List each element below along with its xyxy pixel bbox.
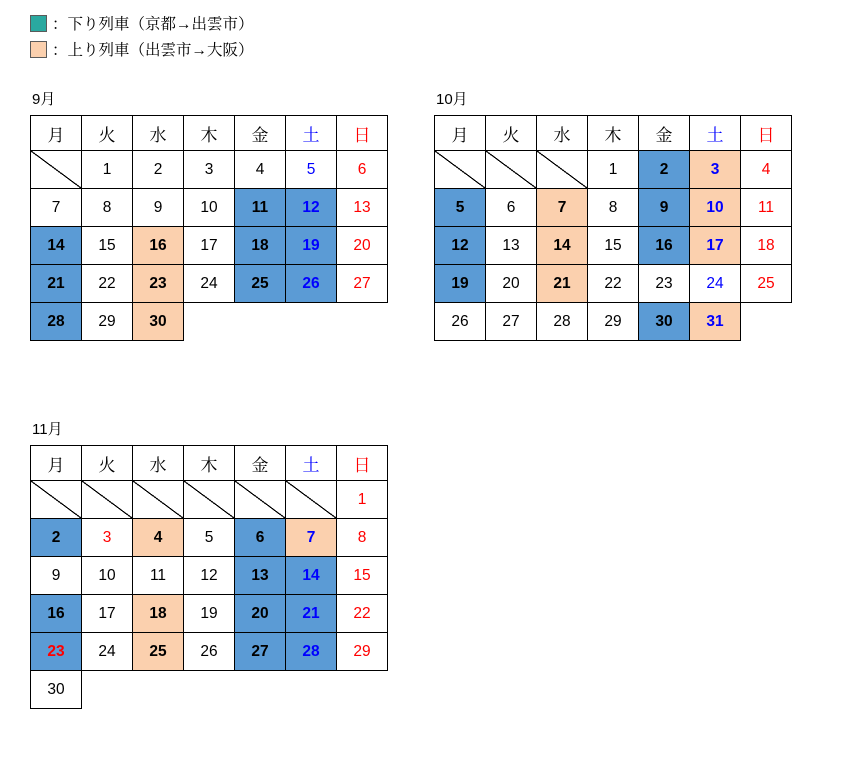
weekday-header-cell: 土: [286, 446, 337, 481]
legend-label-up: ：上り列車（出雲市→大阪）: [52, 42, 254, 59]
calendar-day-cell[interactable]: 17: [184, 227, 235, 265]
calendar-day-cell[interactable]: 16: [639, 227, 690, 265]
calendar-blank-cell: [286, 671, 337, 709]
calendar-week-row: [31, 189, 388, 227]
calendar-day-cell[interactable]: 19: [435, 265, 486, 303]
calendar-day-cell[interactable]: 8: [588, 189, 639, 227]
calendar-day-cell[interactable]: 13: [235, 557, 286, 595]
calendar-empty-cell: [286, 481, 337, 519]
calendar-day-cell[interactable]: 16: [31, 595, 82, 633]
weekday-header-cell: 木: [184, 116, 235, 151]
calendar-day-cell[interactable]: 21: [31, 265, 82, 303]
weekday-header-cell: 日: [337, 446, 388, 481]
calendar-empty-cell: [82, 481, 133, 519]
calendar-day-cell[interactable]: 25: [133, 633, 184, 671]
calendar-day-cell[interactable]: 29: [588, 303, 639, 341]
calendar-week-row: [435, 265, 792, 303]
calendar-empty-cell: [235, 481, 286, 519]
calendar-table-september: [30, 115, 388, 341]
calendar-day-cell[interactable]: 23: [31, 633, 82, 671]
calendar-day-cell[interactable]: 1: [82, 151, 133, 189]
weekday-header-cell: 木: [184, 446, 235, 481]
calendar-title-november: 11月: [32, 421, 63, 438]
calendar-day-cell[interactable]: 31: [690, 303, 741, 341]
weekday-header-row: [31, 116, 388, 151]
square-swatch-icon-up: [30, 41, 47, 58]
calendar-day-cell[interactable]: 11: [235, 189, 286, 227]
calendar-october: [434, 88, 792, 341]
calendar-day-cell[interactable]: 14: [286, 557, 337, 595]
calendar-blank-cell: [184, 671, 235, 709]
calendar-table-october: [434, 115, 792, 341]
calendar-day-cell[interactable]: 10: [184, 189, 235, 227]
calendar-week-row: [31, 481, 388, 519]
calendar-week-row: [435, 227, 792, 265]
weekday-header-cell: 月: [31, 116, 82, 151]
calendar-day-cell[interactable]: 21: [286, 595, 337, 633]
weekday-header-cell: 火: [82, 446, 133, 481]
weekday-header-cell: 水: [133, 116, 184, 151]
calendar-day-cell[interactable]: 22: [82, 265, 133, 303]
calendar-day-cell[interactable]: 30: [133, 303, 184, 341]
weekday-header-cell: 火: [82, 116, 133, 151]
calendar-week-row: [31, 557, 388, 595]
calendar-title-october: 10月: [436, 91, 468, 108]
calendar-empty-cell: [133, 481, 184, 519]
calendar-day-cell[interactable]: 14: [537, 227, 588, 265]
calendar-day-cell[interactable]: 24: [82, 633, 133, 671]
calendar-day-cell[interactable]: 12: [286, 189, 337, 227]
calendar-day-cell[interactable]: 6: [486, 189, 537, 227]
calendar-day-cell[interactable]: 24: [184, 265, 235, 303]
calendar-day-cell[interactable]: 2: [639, 151, 690, 189]
calendar-day-cell[interactable]: 17: [82, 595, 133, 633]
legend-label-down: ：下り列車（京都→出雲市）: [52, 16, 254, 33]
calendar-day-cell[interactable]: 2: [31, 519, 82, 557]
calendar-blank-cell: [133, 671, 184, 709]
calendar-day-cell[interactable]: 26: [286, 265, 337, 303]
calendar-week-row: [435, 151, 792, 189]
calendar-day-cell[interactable]: 30: [31, 671, 82, 709]
legend-item-up: [30, 36, 254, 62]
calendar-empty-cell: [31, 481, 82, 519]
calendar-empty-cell: [537, 151, 588, 189]
calendar-day-cell[interactable]: 7: [537, 189, 588, 227]
calendar-day-cell[interactable]: 9: [133, 189, 184, 227]
calendar-week-row: [31, 303, 388, 341]
calendar-day-cell[interactable]: 20: [235, 595, 286, 633]
calendar-empty-cell: [435, 151, 486, 189]
calendar-day-cell[interactable]: 25: [235, 265, 286, 303]
calendar-week-row: [31, 227, 388, 265]
calendar-table-november: [30, 445, 388, 709]
calendar-day-cell[interactable]: 14: [31, 227, 82, 265]
calendar-day-cell[interactable]: 20: [486, 265, 537, 303]
calendar-day-cell[interactable]: 21: [537, 265, 588, 303]
calendar-day-cell[interactable]: 15: [82, 227, 133, 265]
calendar-day-cell[interactable]: 7: [286, 519, 337, 557]
calendar-day-cell[interactable]: 1: [588, 151, 639, 189]
weekday-header-cell: 火: [486, 116, 537, 151]
calendar-day-cell[interactable]: 11: [741, 189, 792, 227]
calendar-day-cell[interactable]: 17: [690, 227, 741, 265]
calendar-september: [30, 88, 388, 341]
calendar-day-cell[interactable]: 28: [31, 303, 82, 341]
calendar-week-row: [31, 151, 388, 189]
calendar-day-cell[interactable]: 8: [337, 519, 388, 557]
calendar-day-cell[interactable]: 1: [337, 481, 388, 519]
calendar-blank-cell: [337, 671, 388, 709]
calendar-day-cell[interactable]: 27: [337, 265, 388, 303]
calendar-day-cell[interactable]: 5: [435, 189, 486, 227]
calendar-day-cell[interactable]: 23: [639, 265, 690, 303]
weekday-header-cell: 日: [741, 116, 792, 151]
calendar-day-cell[interactable]: 25: [741, 265, 792, 303]
calendar-day-cell[interactable]: 10: [690, 189, 741, 227]
calendar-week-row: [31, 671, 388, 709]
calendar-blank-cell: [82, 671, 133, 709]
calendar-day-cell[interactable]: 4: [235, 151, 286, 189]
weekday-header-cell: 金: [235, 116, 286, 151]
calendar-empty-cell: [184, 481, 235, 519]
calendar-day-cell[interactable]: 5: [184, 519, 235, 557]
weekday-header-cell: 水: [537, 116, 588, 151]
calendar-day-cell[interactable]: 11: [133, 557, 184, 595]
calendar-day-cell[interactable]: 26: [184, 633, 235, 671]
calendar-day-cell[interactable]: 12: [435, 227, 486, 265]
calendar-day-cell[interactable]: 29: [337, 633, 388, 671]
calendar-week-row: [31, 265, 388, 303]
weekday-header-cell: 月: [435, 116, 486, 151]
calendar-day-cell[interactable]: 29: [82, 303, 133, 341]
weekday-header-cell: 日: [337, 116, 388, 151]
calendar-day-cell[interactable]: 18: [133, 595, 184, 633]
calendar-november: [30, 418, 388, 709]
calendar-day-cell[interactable]: 4: [133, 519, 184, 557]
calendar-day-cell[interactable]: 28: [286, 633, 337, 671]
calendar-day-cell[interactable]: 28: [537, 303, 588, 341]
calendar-day-cell[interactable]: 12: [184, 557, 235, 595]
calendar-day-cell[interactable]: 24: [690, 265, 741, 303]
calendar-blank-cell: [235, 671, 286, 709]
calendar-day-cell[interactable]: 27: [235, 633, 286, 671]
calendar-day-cell[interactable]: 4: [741, 151, 792, 189]
calendar-day-cell[interactable]: 19: [184, 595, 235, 633]
weekday-header-row: [435, 116, 792, 151]
weekday-header-cell: 土: [690, 116, 741, 151]
calendar-day-cell[interactable]: 5: [286, 151, 337, 189]
calendar-day-cell[interactable]: 22: [588, 265, 639, 303]
calendar-day-cell[interactable]: 10: [82, 557, 133, 595]
calendar-day-cell[interactable]: 22: [337, 595, 388, 633]
calendar-day-cell[interactable]: 6: [337, 151, 388, 189]
weekday-header-row: [31, 446, 388, 481]
calendar-week-row: [31, 595, 388, 633]
calendar-day-cell[interactable]: 3: [82, 519, 133, 557]
weekday-header-cell: 金: [235, 446, 286, 481]
calendar-day-cell[interactable]: 6: [235, 519, 286, 557]
calendar-day-cell[interactable]: 8: [82, 189, 133, 227]
calendar-day-cell[interactable]: 23: [133, 265, 184, 303]
square-swatch-icon-down: [30, 15, 47, 32]
legend: [30, 10, 254, 62]
weekday-header-cell: 土: [286, 116, 337, 151]
calendar-day-cell[interactable]: 15: [337, 557, 388, 595]
calendar-day-cell[interactable]: 18: [235, 227, 286, 265]
weekday-header-cell: 木: [588, 116, 639, 151]
calendar-blank-cell: [741, 303, 792, 341]
weekday-header-cell: 水: [133, 446, 184, 481]
weekday-header-cell: 月: [31, 446, 82, 481]
calendar-day-cell[interactable]: 19: [286, 227, 337, 265]
calendar-day-cell[interactable]: 7: [31, 189, 82, 227]
calendar-blank-cell: [184, 303, 235, 341]
calendar-day-cell[interactable]: 9: [31, 557, 82, 595]
calendar-week-row: [31, 519, 388, 557]
calendar-day-cell[interactable]: 18: [741, 227, 792, 265]
calendar-day-cell[interactable]: 2: [133, 151, 184, 189]
calendar-blank-cell: [286, 303, 337, 341]
calendar-blank-cell: [235, 303, 286, 341]
calendar-day-cell[interactable]: 30: [639, 303, 690, 341]
calendar-day-cell[interactable]: 26: [435, 303, 486, 341]
calendar-day-cell[interactable]: 20: [337, 227, 388, 265]
calendar-empty-cell: [486, 151, 537, 189]
calendar-day-cell[interactable]: 15: [588, 227, 639, 265]
calendar-day-cell[interactable]: 3: [184, 151, 235, 189]
legend-item-down: [30, 10, 254, 36]
calendar-week-row: [31, 633, 388, 671]
calendar-week-row: [435, 189, 792, 227]
calendar-day-cell[interactable]: 16: [133, 227, 184, 265]
calendar-empty-cell: [31, 151, 82, 189]
calendar-day-cell[interactable]: 9: [639, 189, 690, 227]
calendar-day-cell[interactable]: 13: [337, 189, 388, 227]
calendar-blank-cell: [337, 303, 388, 341]
weekday-header-cell: 金: [639, 116, 690, 151]
calendar-title-september: 9月: [32, 91, 56, 108]
calendar-day-cell[interactable]: 27: [486, 303, 537, 341]
calendar-day-cell[interactable]: 13: [486, 227, 537, 265]
calendar-week-row: [435, 303, 792, 341]
calendar-day-cell[interactable]: 3: [690, 151, 741, 189]
